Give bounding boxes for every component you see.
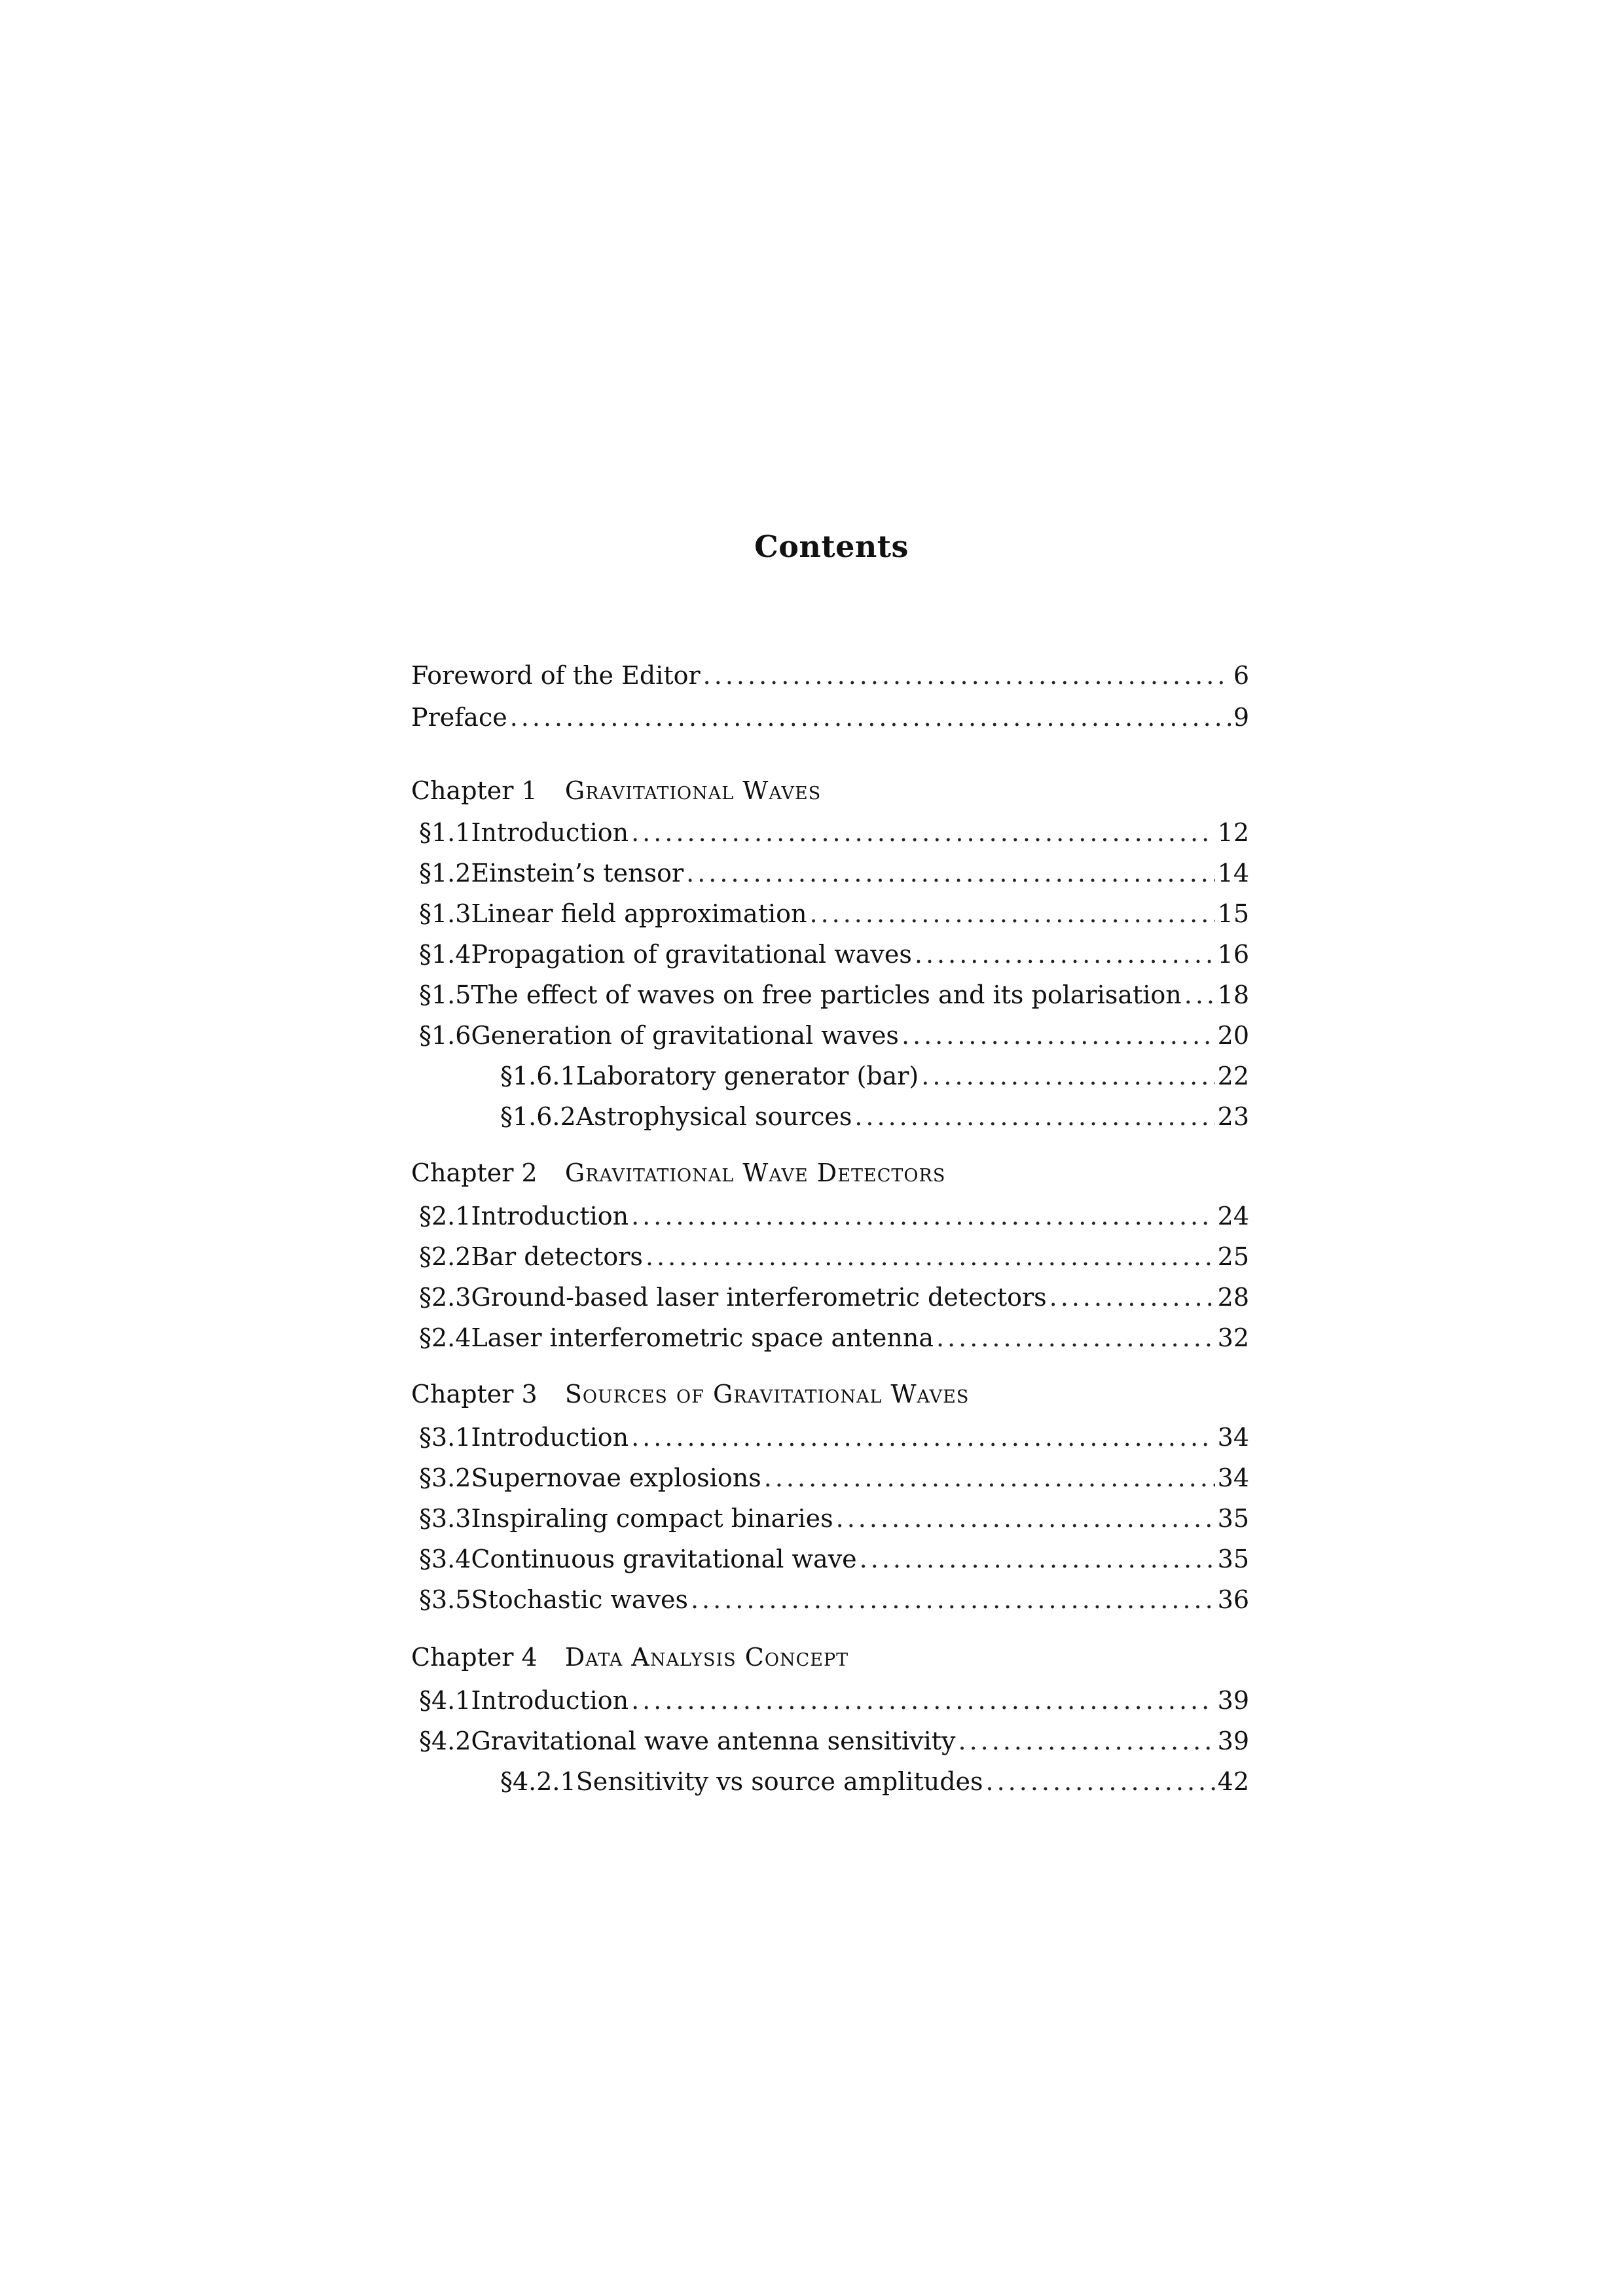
entry-label: Bar detectors (471, 1242, 643, 1271)
toc-entry[interactable] (419, 1322, 1249, 1354)
entry-label: Supernovae explosions (471, 1463, 761, 1492)
chapter-number: Chapter 1 (411, 776, 538, 805)
subsection-number: §1.6.2 (500, 1102, 576, 1131)
toc-entry[interactable] (419, 1020, 1249, 1051)
chapter-number: Chapter 3 (411, 1380, 538, 1408)
dot-leader (809, 898, 1214, 929)
section-number: §3.4 (419, 1545, 471, 1573)
dot-leader (921, 1060, 1214, 1092)
entry-label: Linear field approximation (471, 899, 807, 928)
toc-subentry[interactable] (500, 1766, 1249, 1797)
entry-page: 34 (1217, 1463, 1249, 1492)
entry-page: 18 (1217, 980, 1249, 1009)
toc-entry[interactable] (419, 1503, 1249, 1534)
dot-leader (1049, 1282, 1215, 1313)
toc-entry[interactable] (419, 1462, 1249, 1494)
entry-page: 23 (1217, 1102, 1249, 1131)
entry-page: 36 (1217, 1585, 1249, 1614)
entry-page: 32 (1217, 1323, 1249, 1352)
section-number: §1.4 (419, 940, 471, 969)
section-number: §1.3 (419, 899, 471, 928)
toc-entry[interactable] (419, 939, 1249, 970)
section-number: §2.1 (419, 1202, 471, 1230)
dot-leader (854, 1101, 1214, 1132)
section-number: §3.2 (419, 1463, 471, 1492)
entry-label: Preface (411, 703, 507, 732)
section-number: §3.1 (419, 1423, 471, 1452)
entry-label: Astrophysical sources (575, 1102, 852, 1131)
entry-label: Laser interferometric space antenna (471, 1323, 934, 1352)
chapter-heading-1[interactable] (411, 775, 821, 806)
entry-page: 9 (1233, 703, 1249, 732)
dot-leader (686, 857, 1215, 889)
entry-page: 24 (1217, 1202, 1249, 1230)
entry-label: Einstein’s tensor (471, 859, 684, 888)
toc-subentry[interactable] (500, 1101, 1249, 1132)
entry-page: 35 (1217, 1545, 1249, 1573)
entry-label: Sensitivity vs source amplitudes (575, 1767, 983, 1796)
entry-page: 25 (1217, 1242, 1249, 1271)
dot-leader (631, 817, 1215, 848)
section-number: §2.3 (419, 1283, 471, 1312)
entry-page: 20 (1217, 1021, 1249, 1050)
dot-leader (631, 1200, 1215, 1232)
section-number: §1.1 (419, 818, 471, 847)
dot-leader (510, 702, 1231, 733)
toc-entry[interactable] (419, 898, 1249, 929)
dot-leader (936, 1322, 1215, 1354)
entry-label: Continuous gravitational wave (471, 1545, 857, 1573)
dot-leader (860, 1543, 1215, 1575)
toc-entry[interactable] (419, 1422, 1249, 1453)
toc-entry[interactable] (419, 857, 1249, 889)
entry-page: 34 (1217, 1423, 1249, 1452)
toc-entry-preface[interactable] (411, 702, 1249, 733)
entry-label: The effect of waves on free particles and its polarisation (471, 980, 1182, 1009)
chapter-title: Gravitational Waves (564, 776, 822, 805)
entry-page: 39 (1217, 1727, 1249, 1755)
toc-entry[interactable] (419, 817, 1249, 848)
chapter-title: Sources of Gravitational Waves (564, 1380, 970, 1408)
dot-leader (1184, 979, 1215, 1011)
section-number: §4.2 (419, 1727, 471, 1755)
subsection-number: §1.6.1 (500, 1062, 576, 1090)
chapter-number: Chapter 4 (411, 1643, 538, 1672)
dot-leader (646, 1241, 1215, 1272)
entry-page: 42 (1217, 1767, 1249, 1796)
entry-label: Ground-based laser interferometric detectors (471, 1283, 1047, 1312)
entry-page: 14 (1217, 859, 1249, 888)
entry-label: Generation of gravitational waves (471, 1021, 899, 1050)
entry-label: Introduction (471, 1202, 629, 1230)
toc-entry[interactable] (419, 1685, 1249, 1716)
entry-label: Inspiraling compact binaries (471, 1504, 833, 1533)
chapter-title: Data Analysis Concept (564, 1643, 849, 1672)
toc-entry[interactable] (419, 1584, 1249, 1615)
dot-leader (631, 1422, 1215, 1453)
dot-leader (764, 1462, 1215, 1494)
section-number: §1.5 (419, 980, 471, 1009)
section-number: §4.1 (419, 1686, 471, 1715)
toc-entry[interactable] (419, 1282, 1249, 1313)
dot-leader (915, 939, 1215, 970)
entry-label: Propagation of gravitational waves (471, 940, 912, 969)
chapter-heading-2[interactable] (411, 1157, 945, 1189)
page-title: Contents (754, 529, 909, 564)
chapter-heading-4[interactable] (411, 1641, 848, 1673)
section-number: §2.2 (419, 1242, 471, 1271)
dot-leader (902, 1020, 1215, 1051)
section-number: §3.3 (419, 1504, 471, 1533)
section-number: §1.6 (419, 1021, 471, 1050)
entry-page: 35 (1217, 1504, 1249, 1533)
toc-subentry[interactable] (500, 1060, 1249, 1092)
entry-page: 28 (1217, 1283, 1249, 1312)
entry-label: Laboratory generator (bar) (575, 1062, 919, 1090)
section-number: §2.4 (419, 1323, 471, 1352)
dot-leader (631, 1685, 1215, 1716)
dot-leader (836, 1503, 1215, 1534)
toc-entry[interactable] (419, 1725, 1249, 1757)
entry-page: 22 (1217, 1062, 1249, 1090)
toc-entry[interactable] (419, 979, 1249, 1011)
entry-label: Gravitational wave antenna sensitivity (471, 1727, 956, 1755)
subsection-number: §4.2.1 (500, 1767, 576, 1796)
entry-label: Foreword of the Editor (411, 661, 701, 690)
chapter-number: Chapter 2 (411, 1158, 538, 1187)
dot-leader (958, 1725, 1215, 1757)
dot-leader (691, 1584, 1215, 1615)
entry-page: 12 (1217, 818, 1249, 847)
entry-page: 16 (1217, 940, 1249, 969)
entry-page: 39 (1217, 1686, 1249, 1715)
toc-entry[interactable] (419, 1200, 1249, 1232)
entry-page: 6 (1233, 661, 1249, 690)
toc-entry[interactable] (419, 1543, 1249, 1575)
section-number: §3.5 (419, 1585, 471, 1614)
entry-label: Introduction (471, 1686, 629, 1715)
toc-entry[interactable] (419, 1241, 1249, 1272)
section-number: §1.2 (419, 859, 471, 888)
entry-label: Stochastic waves (471, 1585, 688, 1614)
chapter-title: Gravitational Wave Detectors (564, 1158, 946, 1187)
dot-leader (986, 1766, 1215, 1797)
dot-leader (703, 660, 1231, 691)
entry-label: Introduction (471, 1423, 629, 1452)
toc-entry-foreword[interactable] (411, 660, 1249, 691)
entry-page: 15 (1217, 899, 1249, 928)
entry-label: Introduction (471, 818, 629, 847)
chapter-heading-3[interactable] (411, 1378, 969, 1410)
